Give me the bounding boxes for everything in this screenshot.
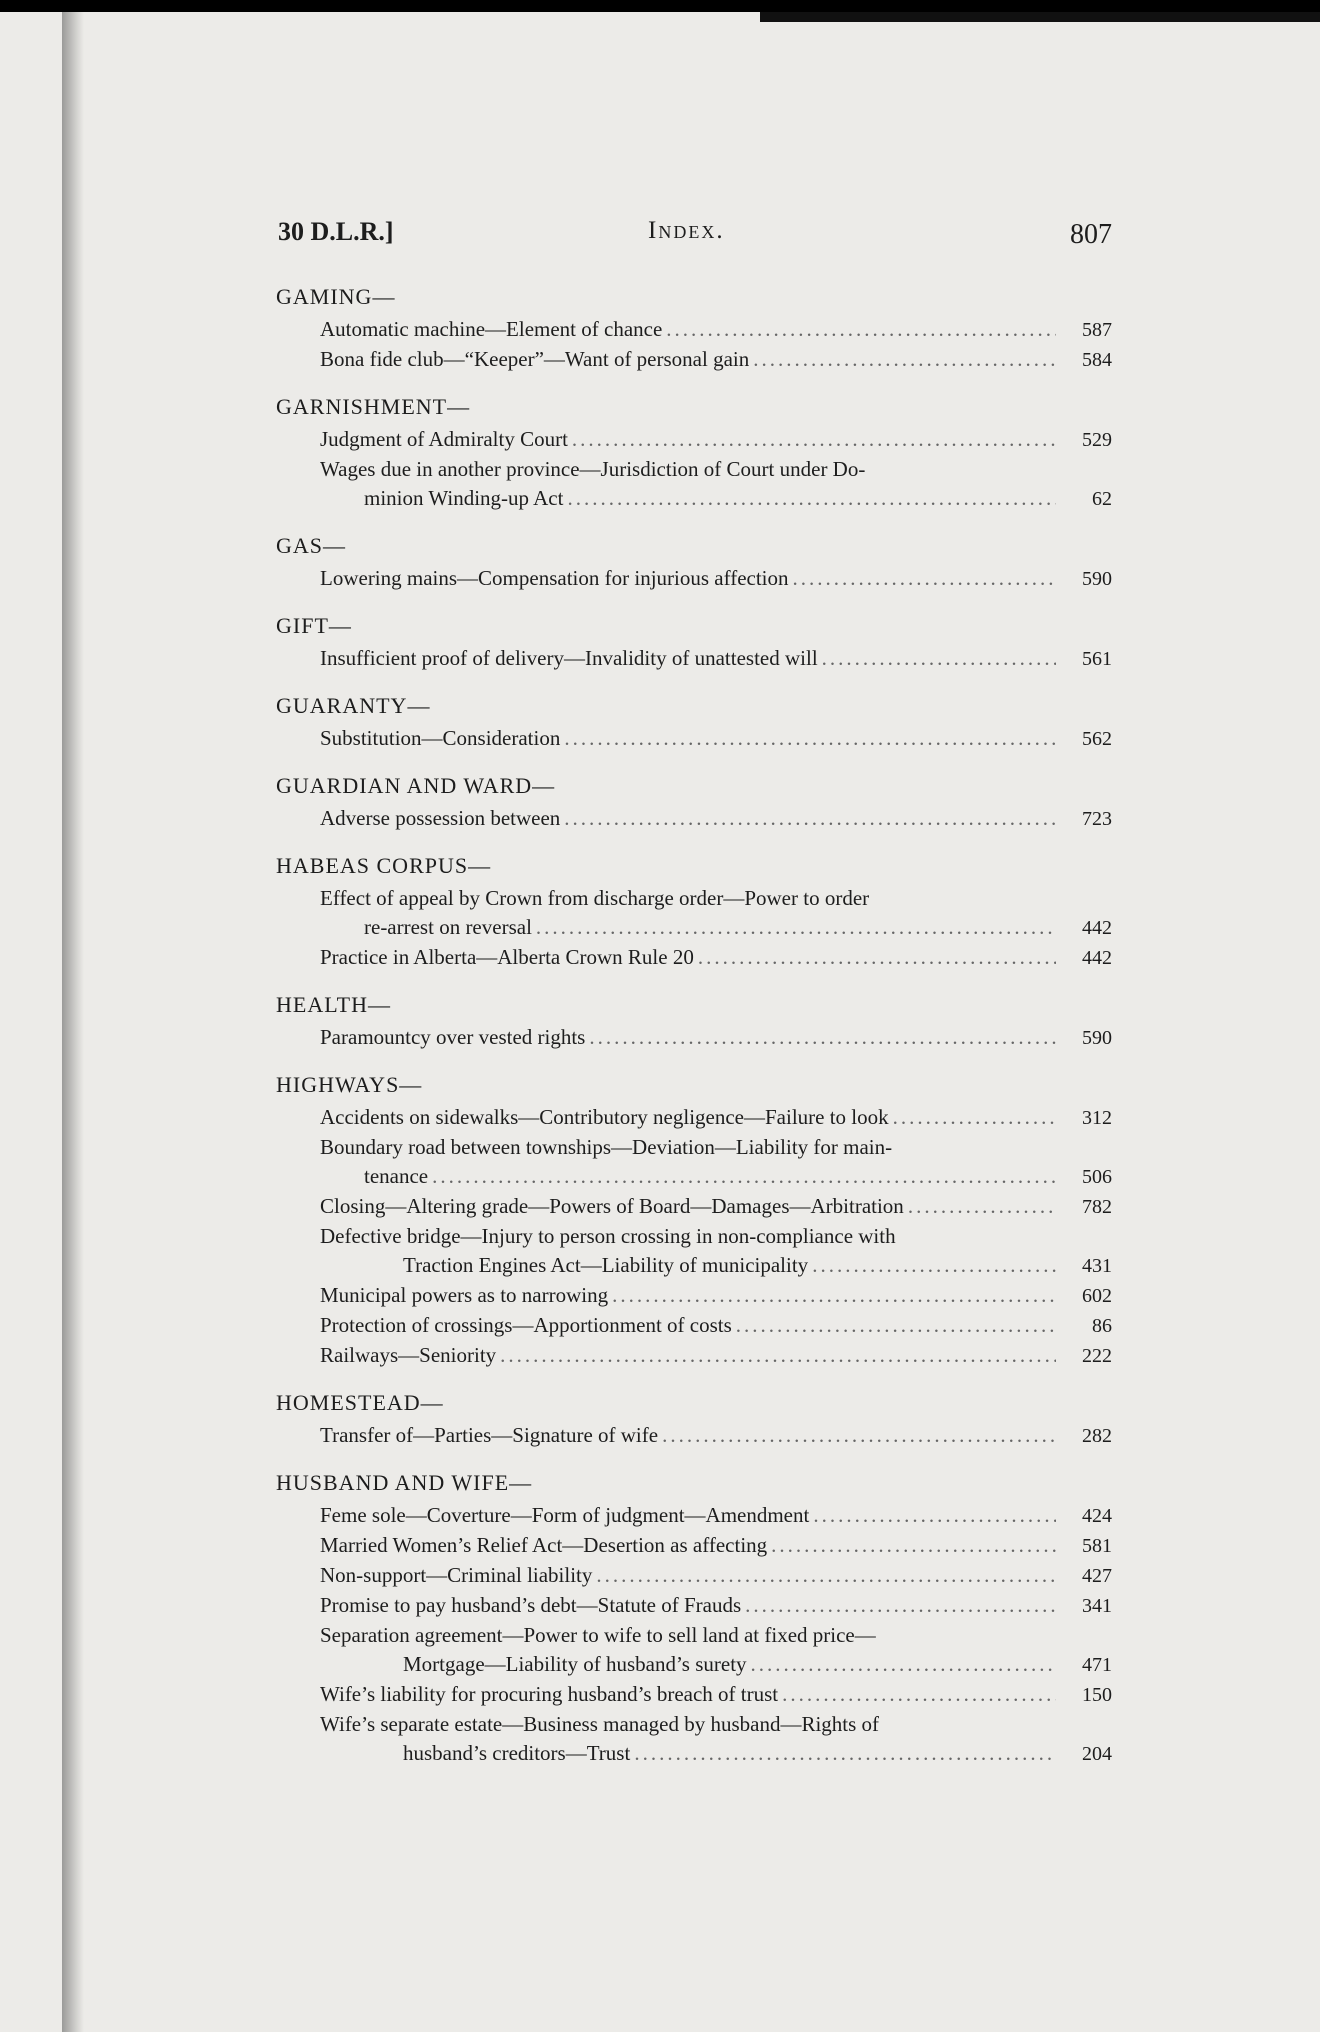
entry-text: Substitution—Consideration [320, 726, 561, 750]
entry-line [320, 1023, 1112, 1053]
leader-dots [612, 1281, 1056, 1310]
leader-dots [589, 1023, 1056, 1052]
entry-page-number: 562 [1082, 728, 1112, 750]
entry-text: Married Women’s Relief Act—Desertion as affecting [320, 1533, 768, 1557]
entry-page-number: 424 [1082, 1505, 1112, 1527]
entry-page-number: 431 [1082, 1255, 1112, 1277]
entry-text: Transfer of—Parties—Signature of wife [320, 1423, 659, 1447]
entry-line [403, 1650, 1112, 1680]
entry-text: Effect of appeal by Crown from discharge order—Power to order [320, 886, 870, 910]
entry-text: Closing—Altering grade—Powers of Board—Damages—Arbitration [320, 1194, 904, 1218]
entry-text: husband’s creditors—Trust [403, 1741, 631, 1765]
entry-line [320, 455, 1112, 484]
section-heading: GIFT— [276, 613, 352, 638]
section-heading: HABEAS CORPUS— [276, 853, 492, 878]
index-entry [268, 1023, 1112, 1053]
section-heading: GUARANTY— [276, 693, 431, 718]
entry-page-number: 782 [1082, 1196, 1112, 1218]
leader-dots [745, 1591, 1056, 1620]
entry-page-number: 723 [1082, 808, 1112, 830]
entry-line [320, 1192, 1112, 1222]
index-entry [268, 1192, 1112, 1222]
index-section [268, 1385, 1112, 1451]
entry-line [320, 1341, 1112, 1371]
index-entry [268, 1591, 1112, 1621]
leader-dots [634, 1739, 1056, 1768]
leader-dots [782, 1680, 1056, 1709]
entry-text: Boundary road between townships—Deviation—Liability for main- [320, 1135, 893, 1159]
index-entry [268, 1103, 1112, 1133]
index-entry [268, 1222, 1112, 1281]
entry-page-number: 587 [1082, 319, 1112, 341]
entry-text: Accidents on sidewalks—Contributory negligence—Failure to look [320, 1105, 889, 1129]
index-entry [268, 724, 1112, 754]
page-number: 807 [1070, 219, 1112, 250]
index-entry [268, 345, 1112, 375]
entry-text: Separation agreement—Power to wife to sell land at fixed price— [320, 1623, 876, 1647]
index-entry [268, 1501, 1112, 1531]
entry-line [320, 315, 1112, 345]
entry-page-number: 442 [1082, 917, 1112, 939]
section-heading: GAMING— [276, 284, 396, 309]
entry-text: Non-support—Criminal liability [320, 1563, 593, 1587]
leader-dots [596, 1561, 1056, 1590]
entry-page-number: 312 [1082, 1107, 1112, 1129]
leader-dots [908, 1192, 1056, 1221]
index-entry [268, 1710, 1112, 1769]
entry-text: Practice in Alberta—Alberta Crown Rule 20 [320, 945, 694, 969]
entry-text: Bona fide club—“Keeper”—Want of personal gain [320, 347, 750, 371]
index-section [268, 987, 1112, 1053]
leader-dots [567, 484, 1056, 513]
index-entry [268, 1421, 1112, 1451]
entry-page-number: 150 [1082, 1684, 1112, 1706]
entry-line [364, 1162, 1112, 1192]
entry-page-number: 581 [1082, 1535, 1112, 1557]
entry-line [320, 425, 1112, 455]
index-title: Index. [648, 217, 725, 244]
index-entry [268, 455, 1112, 514]
entry-page-number: 442 [1082, 947, 1112, 969]
entry-page-number: 86 [1092, 1315, 1112, 1337]
index-entry [268, 644, 1112, 674]
index-entry [268, 884, 1112, 943]
index-entry [268, 1680, 1112, 1710]
entry-page-number: 590 [1082, 1027, 1112, 1049]
entry-page-number: 222 [1082, 1345, 1112, 1367]
leader-dots [666, 315, 1056, 344]
section-heading: HEALTH— [276, 992, 391, 1017]
index-section [268, 528, 1112, 594]
index-section [268, 389, 1112, 514]
entry-line [320, 804, 1112, 834]
index-section [268, 688, 1112, 754]
entry-line [320, 564, 1112, 594]
leader-dots [822, 644, 1056, 673]
leader-dots [572, 425, 1056, 454]
index-entry [268, 1531, 1112, 1561]
entry-page-number: 506 [1082, 1166, 1112, 1188]
entry-line [320, 1281, 1112, 1311]
entry-page-number: 561 [1082, 648, 1112, 670]
entry-text: Promise to pay husband’s debt—Statute of Frauds [320, 1593, 742, 1617]
entry-page-number: 584 [1082, 349, 1112, 371]
entry-page-number: 62 [1092, 488, 1112, 510]
entry-line [364, 484, 1112, 514]
leader-dots [500, 1341, 1056, 1370]
leader-dots [753, 345, 1056, 374]
index-entry [268, 943, 1112, 973]
entry-page-number: 602 [1082, 1285, 1112, 1307]
entry-line [320, 724, 1112, 754]
volume-label: 30 D.L.R.] [278, 217, 394, 246]
entry-page-number: 590 [1082, 568, 1112, 590]
entry-line [320, 1531, 1112, 1561]
entry-text: Traction Engines Act—Liability of municipality [403, 1253, 809, 1277]
index-section [268, 1465, 1112, 1769]
section-heading: HOMESTEAD— [276, 1390, 444, 1415]
leader-dots [432, 1162, 1056, 1191]
index-entry [268, 1311, 1112, 1341]
entry-line [320, 1421, 1112, 1451]
entry-line [403, 1251, 1112, 1281]
page-top-edge [760, 12, 1320, 22]
entry-text: minion Winding-up Act [364, 486, 564, 510]
entry-line [320, 644, 1112, 674]
entry-page-number: 427 [1082, 1565, 1112, 1587]
entry-text: Feme sole—Coverture—Form of judgment—Amendment [320, 1503, 810, 1527]
entry-page-number: 471 [1082, 1654, 1112, 1676]
entry-text: Protection of crossings—Apportionment of costs [320, 1313, 732, 1337]
index-entry [268, 804, 1112, 834]
entry-text: Paramountcy over vested rights [320, 1025, 586, 1049]
entry-line [320, 1621, 1112, 1650]
index-content [268, 217, 1112, 1783]
index-entry [268, 315, 1112, 345]
entry-line [320, 1591, 1112, 1621]
entry-line [320, 884, 1112, 913]
entry-page-number: 341 [1082, 1595, 1112, 1617]
entry-text: tenance [364, 1164, 429, 1188]
entry-line [320, 1311, 1112, 1341]
entry-text: Insufficient proof of delivery—Invalidity of unattested will [320, 646, 818, 670]
entry-line [320, 1222, 1112, 1251]
leader-dots [793, 564, 1056, 593]
entry-text: Defective bridge—Injury to person crossing in non-compliance with [320, 1224, 896, 1248]
section-heading: HIGHWAYS— [276, 1072, 423, 1097]
entry-text: Wife’s liability for procuring husband’s breach of trust [320, 1682, 779, 1706]
section-heading: GUARDIAN AND WARD— [276, 773, 556, 798]
leader-dots [662, 1421, 1056, 1450]
entry-line [364, 913, 1112, 943]
running-head [268, 217, 1112, 267]
entry-text: Wages due in another province—Jurisdiction of Court under Do- [320, 457, 866, 481]
entry-text: Mortgage—Liability of husband’s surety [403, 1652, 747, 1676]
index-entry [268, 1621, 1112, 1680]
index-entry [268, 1561, 1112, 1591]
entry-text: Wife’s separate estate—Business managed by husband—Rights of [320, 1712, 880, 1736]
entry-line [320, 1680, 1112, 1710]
entry-line [320, 943, 1112, 973]
leader-dots [893, 1103, 1056, 1132]
leader-dots [812, 1251, 1056, 1280]
index-section [268, 279, 1112, 375]
entry-page-number: 282 [1082, 1425, 1112, 1447]
leader-dots [813, 1501, 1056, 1530]
index-section [268, 768, 1112, 834]
entry-line [320, 345, 1112, 375]
entry-text: Automatic machine—Element of chance [320, 317, 663, 341]
entry-line [320, 1103, 1112, 1133]
entry-text: Lowering mains—Compensation for injurious affection [320, 566, 789, 590]
entry-text: re-arrest on reversal [364, 915, 532, 939]
index-entry [268, 425, 1112, 455]
index-section [268, 608, 1112, 674]
index-entry [268, 1133, 1112, 1192]
leader-dots [771, 1531, 1056, 1560]
entry-text: Municipal powers as to narrowing [320, 1283, 609, 1307]
index-entry [268, 1281, 1112, 1311]
index-section [268, 848, 1112, 973]
leader-dots [751, 1650, 1056, 1679]
entry-text: Judgment of Admiralty Court [320, 427, 568, 451]
entry-line [320, 1561, 1112, 1591]
entry-text: Railways—Seniority [320, 1343, 497, 1367]
section-heading: GAS— [276, 533, 347, 558]
section-heading: HUSBAND AND WIFE— [276, 1470, 533, 1495]
section-heading: GARNISHMENT— [276, 394, 471, 419]
leader-dots [736, 1311, 1056, 1340]
scanned-page [0, 12, 1320, 2032]
entry-page-number: 204 [1082, 1743, 1112, 1765]
leader-dots [536, 913, 1056, 942]
entry-page-number: 529 [1082, 429, 1112, 451]
index-entry [268, 1341, 1112, 1371]
entry-line [320, 1133, 1112, 1162]
entry-text: Adverse possession between [320, 806, 561, 830]
index-sections [268, 279, 1112, 1769]
book-spine-shadow [62, 12, 84, 2032]
leader-dots [564, 724, 1056, 753]
leader-dots [698, 943, 1056, 972]
index-entry [268, 564, 1112, 594]
entry-line [403, 1739, 1112, 1769]
entry-line [320, 1710, 1112, 1739]
index-section [268, 1067, 1112, 1371]
entry-line [320, 1501, 1112, 1531]
leader-dots [564, 804, 1056, 833]
